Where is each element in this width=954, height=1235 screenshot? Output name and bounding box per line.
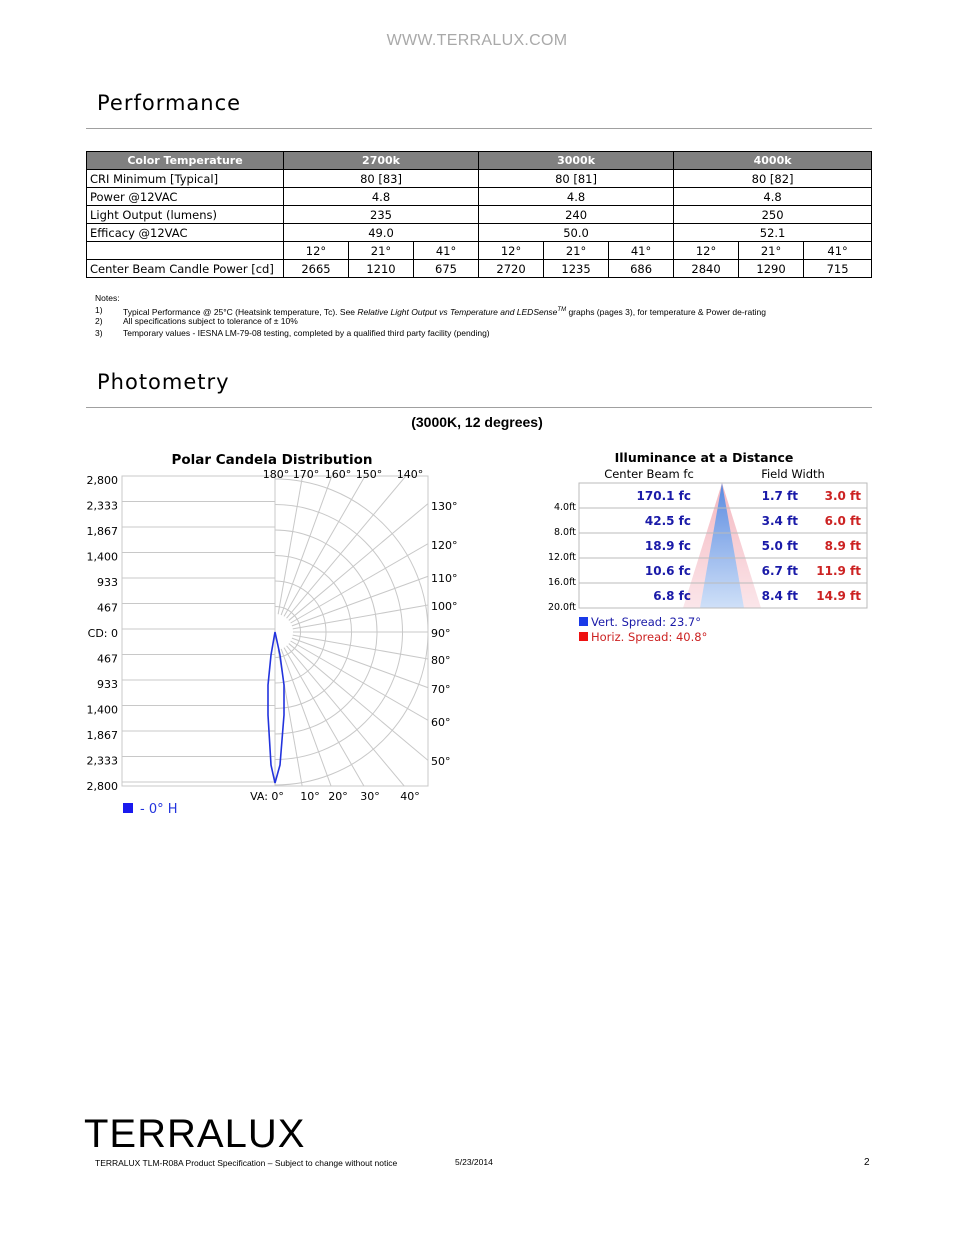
note-number: 3) (95, 327, 103, 338)
cd-tick-label: 1,400 (86, 703, 118, 717)
table-cell: 80 [81] (479, 170, 674, 188)
row-label: Light Output (lumens) (87, 206, 284, 224)
horiz-width: 11.9 ft (816, 564, 861, 578)
table-cell: 50.0 (479, 224, 674, 242)
cd-tick-label: 467 (97, 601, 118, 615)
table-header-cell: 4000k (674, 152, 872, 170)
cbcp-cell: 686 (609, 260, 674, 278)
beam-angle-cell: 21° (739, 242, 804, 260)
table-cell: 52.1 (674, 224, 872, 242)
angle-label-right: 80° (431, 654, 451, 667)
website-url[interactable]: WWW.TERRALUX.COM (386, 32, 568, 49)
page-number: 2 (864, 1157, 870, 1168)
table-cell: 240 (479, 206, 674, 224)
distance-label: 4.0ft (553, 502, 576, 513)
angle-label-top: 160° (324, 468, 352, 481)
center-beam-fc: 170.1 fc (636, 489, 691, 503)
cbcp-cell: 2665 (284, 260, 349, 278)
row-label: Power @12VAC (87, 188, 284, 206)
table-cell: 4.8 (674, 188, 872, 206)
vert-width: 8.4 ft (761, 589, 798, 603)
distance-label: 20.0ft (547, 602, 576, 613)
center-beam-fc: 6.8 fc (653, 589, 691, 603)
polar-grid (122, 445, 460, 825)
performance-heading: Performance (97, 91, 242, 115)
beam-angle-cell: 12° (674, 242, 739, 260)
angle-label-bottom: 20° (328, 790, 348, 803)
performance-rule (86, 128, 872, 129)
terralux-logo: TERRALUX (84, 1112, 306, 1156)
horiz-width: 6.0 ft (824, 514, 861, 528)
cbcp-cell: 2720 (479, 260, 544, 278)
note-number: 2) (95, 316, 103, 326)
angle-label-bottom: VA: 0° (250, 790, 284, 803)
distance-label: 8.0ft (553, 527, 576, 538)
illuminance-chart (545, 445, 875, 650)
cd-tick-label: 2,800 (86, 474, 118, 487)
vert-width: 6.7 ft (761, 564, 798, 578)
angle-label-right: 120° (431, 539, 458, 552)
angle-label-right: 90° (431, 627, 451, 640)
legend-swatch-vert (579, 617, 588, 626)
performance-table (86, 151, 872, 278)
center-beam-fc: 42.5 fc (644, 514, 691, 528)
angle-label-top: 170° (292, 468, 320, 481)
legend-label-0h: - 0° H (140, 802, 178, 817)
table-header-cell: 2700k (284, 152, 479, 170)
table-cell: 4.8 (284, 188, 479, 206)
photometry-subtitle: (3000K, 12 degrees) (411, 414, 543, 430)
note-text: Typical Performance @ 25°C (Heatsink temperature, Tc). See Relative Light Output vs Temperature and LEDSense™ graphs (pages 3), for temperature & Power de-rating (123, 306, 766, 317)
polar-chart-title: Polar Candela Distribution (171, 452, 373, 468)
cbcp-cell: 1290 (739, 260, 804, 278)
table-header-row (87, 152, 872, 170)
row-label: Center Beam Candle Power [cd] (87, 260, 284, 278)
legend-label-horiz: Horiz. Spread: 40.8° (591, 630, 708, 644)
cd-tick-label: 1,867 (86, 729, 118, 742)
note-text: All specifications subject to tolerance of ± 10% (123, 316, 298, 326)
polar-candela-chart (80, 445, 460, 825)
beam-angle-cell: 21° (349, 242, 414, 260)
angle-label-right: 60° (431, 716, 451, 729)
table-cell: 235 (284, 206, 479, 224)
legend-swatch-0h (123, 803, 133, 813)
table-cell: 250 (674, 206, 872, 224)
angle-label-top: 180° (262, 468, 290, 481)
note-number: 1) (95, 304, 103, 315)
footer-text: TERRALUX TLM-R08A Product Specification – Subject to change without notice (95, 1158, 398, 1168)
angle-label-right: 100° (431, 600, 458, 613)
vert-width: 3.4 ft (761, 514, 798, 528)
angle-label-bottom: 10° (300, 790, 320, 803)
beam-angle-cell: 41° (414, 242, 479, 260)
beam-angle-cell: 41° (609, 242, 674, 260)
beam-angle-cell: 12° (479, 242, 544, 260)
table-row (87, 188, 872, 206)
horiz-width: 8.9 ft (824, 539, 861, 553)
center-beam-fc: 10.6 fc (644, 564, 691, 578)
center-beam-fc: 18.9 fc (644, 539, 691, 553)
angle-label-right: 70° (431, 683, 451, 696)
notes-heading: Notes: (95, 293, 120, 303)
photometry-heading: Photometry (97, 370, 230, 394)
polar-curve-0h (268, 632, 284, 783)
cbcp-cell: 1210 (349, 260, 414, 278)
cd-tick-label: 933 (97, 576, 118, 589)
col-field-width: Field Width (761, 467, 825, 481)
legend-label-vert: Vert. Spread: 23.7° (591, 615, 701, 629)
angle-label-top: 150° (355, 468, 383, 481)
table-cell-empty (87, 242, 284, 260)
beam-angle-cell: 21° (544, 242, 609, 260)
polar-labels (87, 468, 458, 803)
angle-label-right: 50° (431, 755, 451, 768)
cbcp-cell: 715 (804, 260, 872, 278)
table-header-cell: Color Temperature (87, 152, 284, 170)
cbcp-cell: 2840 (674, 260, 739, 278)
table-row (87, 206, 872, 224)
cd-tick-label: 1,400 (86, 550, 118, 564)
row-label: CRI Minimum [Typical] (87, 170, 284, 188)
note-text: Temporary values - IESNA LM-79-08 testing, completed by a qualified third party facility (pending) (123, 327, 490, 338)
vert-width: 5.0 ft (761, 539, 798, 553)
cd-tick-label: 467 (97, 652, 118, 666)
table-row-cbcp (87, 260, 872, 278)
angle-label-right: 110° (431, 572, 458, 585)
table-header-cell: 3000k (479, 152, 674, 170)
cd-tick-label: 1,867 (86, 525, 118, 538)
beam-angle-cell: 12° (284, 242, 349, 260)
angle-label-bottom: 40° (400, 790, 420, 803)
table-cell: 4.8 (479, 188, 674, 206)
cbcp-cell: 1235 (544, 260, 609, 278)
cd-tick-label: CD: 0 (87, 627, 118, 640)
horiz-width: 14.9 ft (816, 589, 861, 603)
cd-tick-label: 2,333 (86, 754, 118, 768)
col-center-beam: Center Beam fc (604, 467, 694, 481)
table-row (87, 170, 872, 188)
cd-tick-label: 2,333 (86, 499, 118, 513)
table-cell: 80 [82] (674, 170, 872, 188)
table-cell: 49.0 (284, 224, 479, 242)
table-row (87, 224, 872, 242)
table-row-beam-angles (87, 242, 872, 260)
photometry-rule (86, 407, 872, 408)
illuminance-title: Illuminance at a Distance (614, 450, 794, 465)
horiz-width: 3.0 ft (824, 489, 861, 503)
distance-label: 12.0ft (547, 552, 576, 563)
table-cell: 80 [83] (284, 170, 479, 188)
angle-label-top: 140° (396, 468, 424, 481)
angle-label-right: 130° (431, 500, 458, 513)
footer-date: 5/23/2014 (455, 1157, 493, 1167)
vert-width: 1.7 ft (761, 489, 798, 503)
legend-swatch-horiz (579, 632, 588, 641)
cd-tick-label: 2,800 (86, 780, 118, 793)
distance-label: 16.0ft (547, 577, 576, 588)
angle-label-bottom: 30° (360, 790, 380, 803)
cbcp-cell: 675 (414, 260, 479, 278)
beam-angle-cell: 41° (804, 242, 872, 260)
row-label: Efficacy @12VAC (87, 224, 284, 242)
notes (95, 293, 855, 341)
cd-tick-label: 933 (97, 678, 118, 691)
